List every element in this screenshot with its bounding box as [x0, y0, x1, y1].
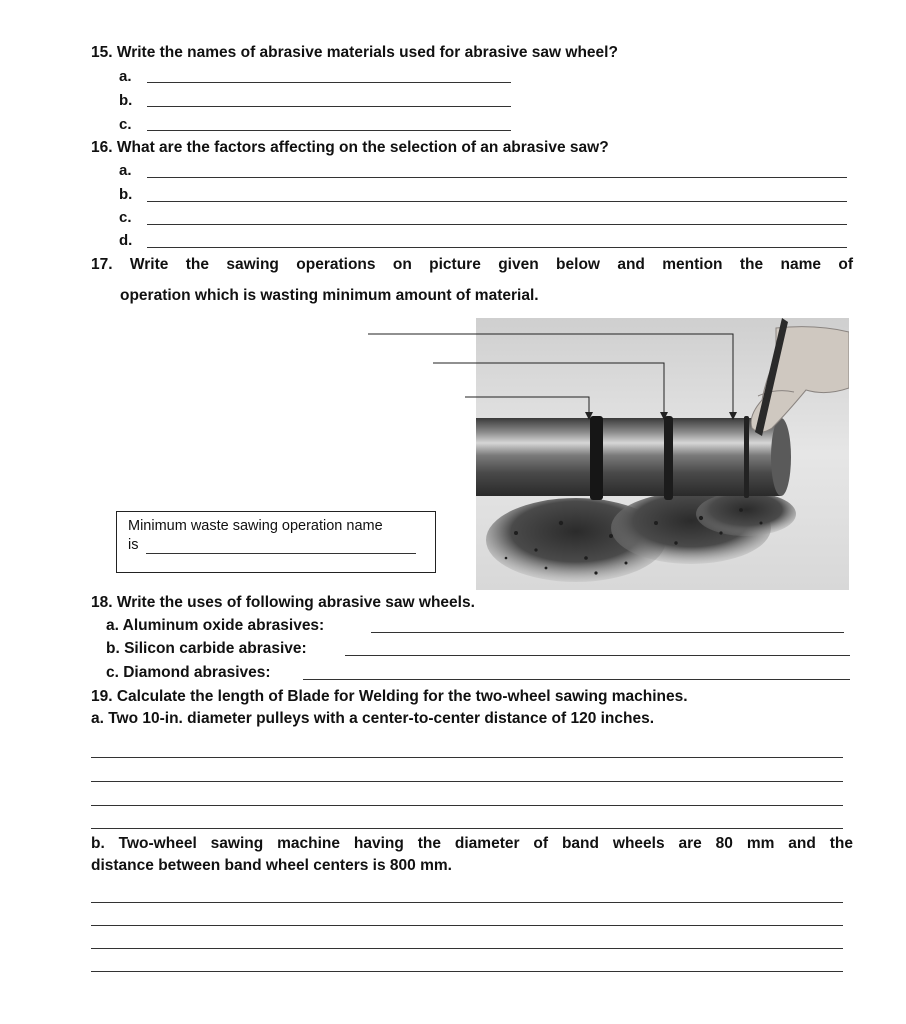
- q19-part-b-line2: distance between band wheel centers is 800 mm.: [91, 857, 452, 874]
- q19b-answer-line-2[interactable]: [91, 925, 843, 926]
- q17-question-line1: 17. Write the sawing operations on picture given below and mention the name of: [91, 256, 853, 273]
- q19b-answer-line-4[interactable]: [91, 971, 843, 972]
- q19-question: 19. Calculate the length of Blade for Welding for the two-wheel sawing machines.: [91, 688, 688, 705]
- q15-item-a-label: a.: [119, 68, 132, 85]
- q15-question: 15. Write the names of abrasive materials used for abrasive saw wheel?: [91, 44, 618, 61]
- q16-item-c-label: c.: [119, 209, 132, 226]
- minimum-waste-answer-box: [116, 511, 436, 573]
- q17-question-line2: operation which is wasting minimum amount of material.: [120, 287, 539, 304]
- q19-part-b-line1: b. Two-wheel sawing machine having the diameter of band wheels are 80 mm and the: [91, 835, 853, 852]
- q16-answer-line-a[interactable]: [147, 177, 847, 178]
- q18-answer-line-a[interactable]: [371, 632, 844, 633]
- q16-item-d-label: d.: [119, 232, 133, 249]
- q16-answer-line-b[interactable]: [147, 201, 847, 202]
- q15-item-c-label: c.: [119, 116, 132, 133]
- q19a-answer-line-1[interactable]: [91, 757, 843, 758]
- minimum-waste-box-line1: Minimum waste sawing operation name: [128, 518, 383, 534]
- q15-answer-line-b[interactable]: [147, 106, 511, 107]
- q19b-answer-line-3[interactable]: [91, 948, 843, 949]
- q15-answer-line-c[interactable]: [147, 130, 511, 131]
- q15-item-b-label: b.: [119, 92, 133, 109]
- q18-answer-line-b[interactable]: [345, 655, 850, 656]
- q16-answer-line-c[interactable]: [147, 224, 847, 225]
- q18-item-c-label: c. Diamond abrasives:: [106, 664, 271, 681]
- q19-part-a: a. Two 10-in. diameter pulleys with a center-to-center distance of 120 inches.: [91, 710, 655, 727]
- q18-item-a-label: a. Aluminum oxide abrasives:: [106, 617, 325, 634]
- q16-item-a-label: a.: [119, 162, 132, 179]
- q18-question: 18. Write the uses of following abrasive saw wheels.: [91, 594, 475, 611]
- q18-item-b-label: b. Silicon carbide abrasive:: [106, 640, 307, 657]
- minimum-waste-answer-line[interactable]: [146, 553, 416, 554]
- q18-answer-line-c[interactable]: [303, 679, 850, 680]
- q19a-answer-line-2[interactable]: [91, 781, 843, 782]
- q19a-answer-line-3[interactable]: [91, 805, 843, 806]
- q16-answer-line-d[interactable]: [147, 247, 847, 248]
- q19a-answer-line-4[interactable]: [91, 828, 843, 829]
- q16-question: 16. What are the factors affecting on the selection of an abrasive saw?: [91, 139, 609, 156]
- q19b-answer-line-1[interactable]: [91, 902, 843, 903]
- sawing-operations-photo: [476, 318, 849, 590]
- minimum-waste-box-line2: is: [128, 537, 139, 553]
- q15-answer-line-a[interactable]: [147, 82, 511, 83]
- q16-item-b-label: b.: [119, 186, 133, 203]
